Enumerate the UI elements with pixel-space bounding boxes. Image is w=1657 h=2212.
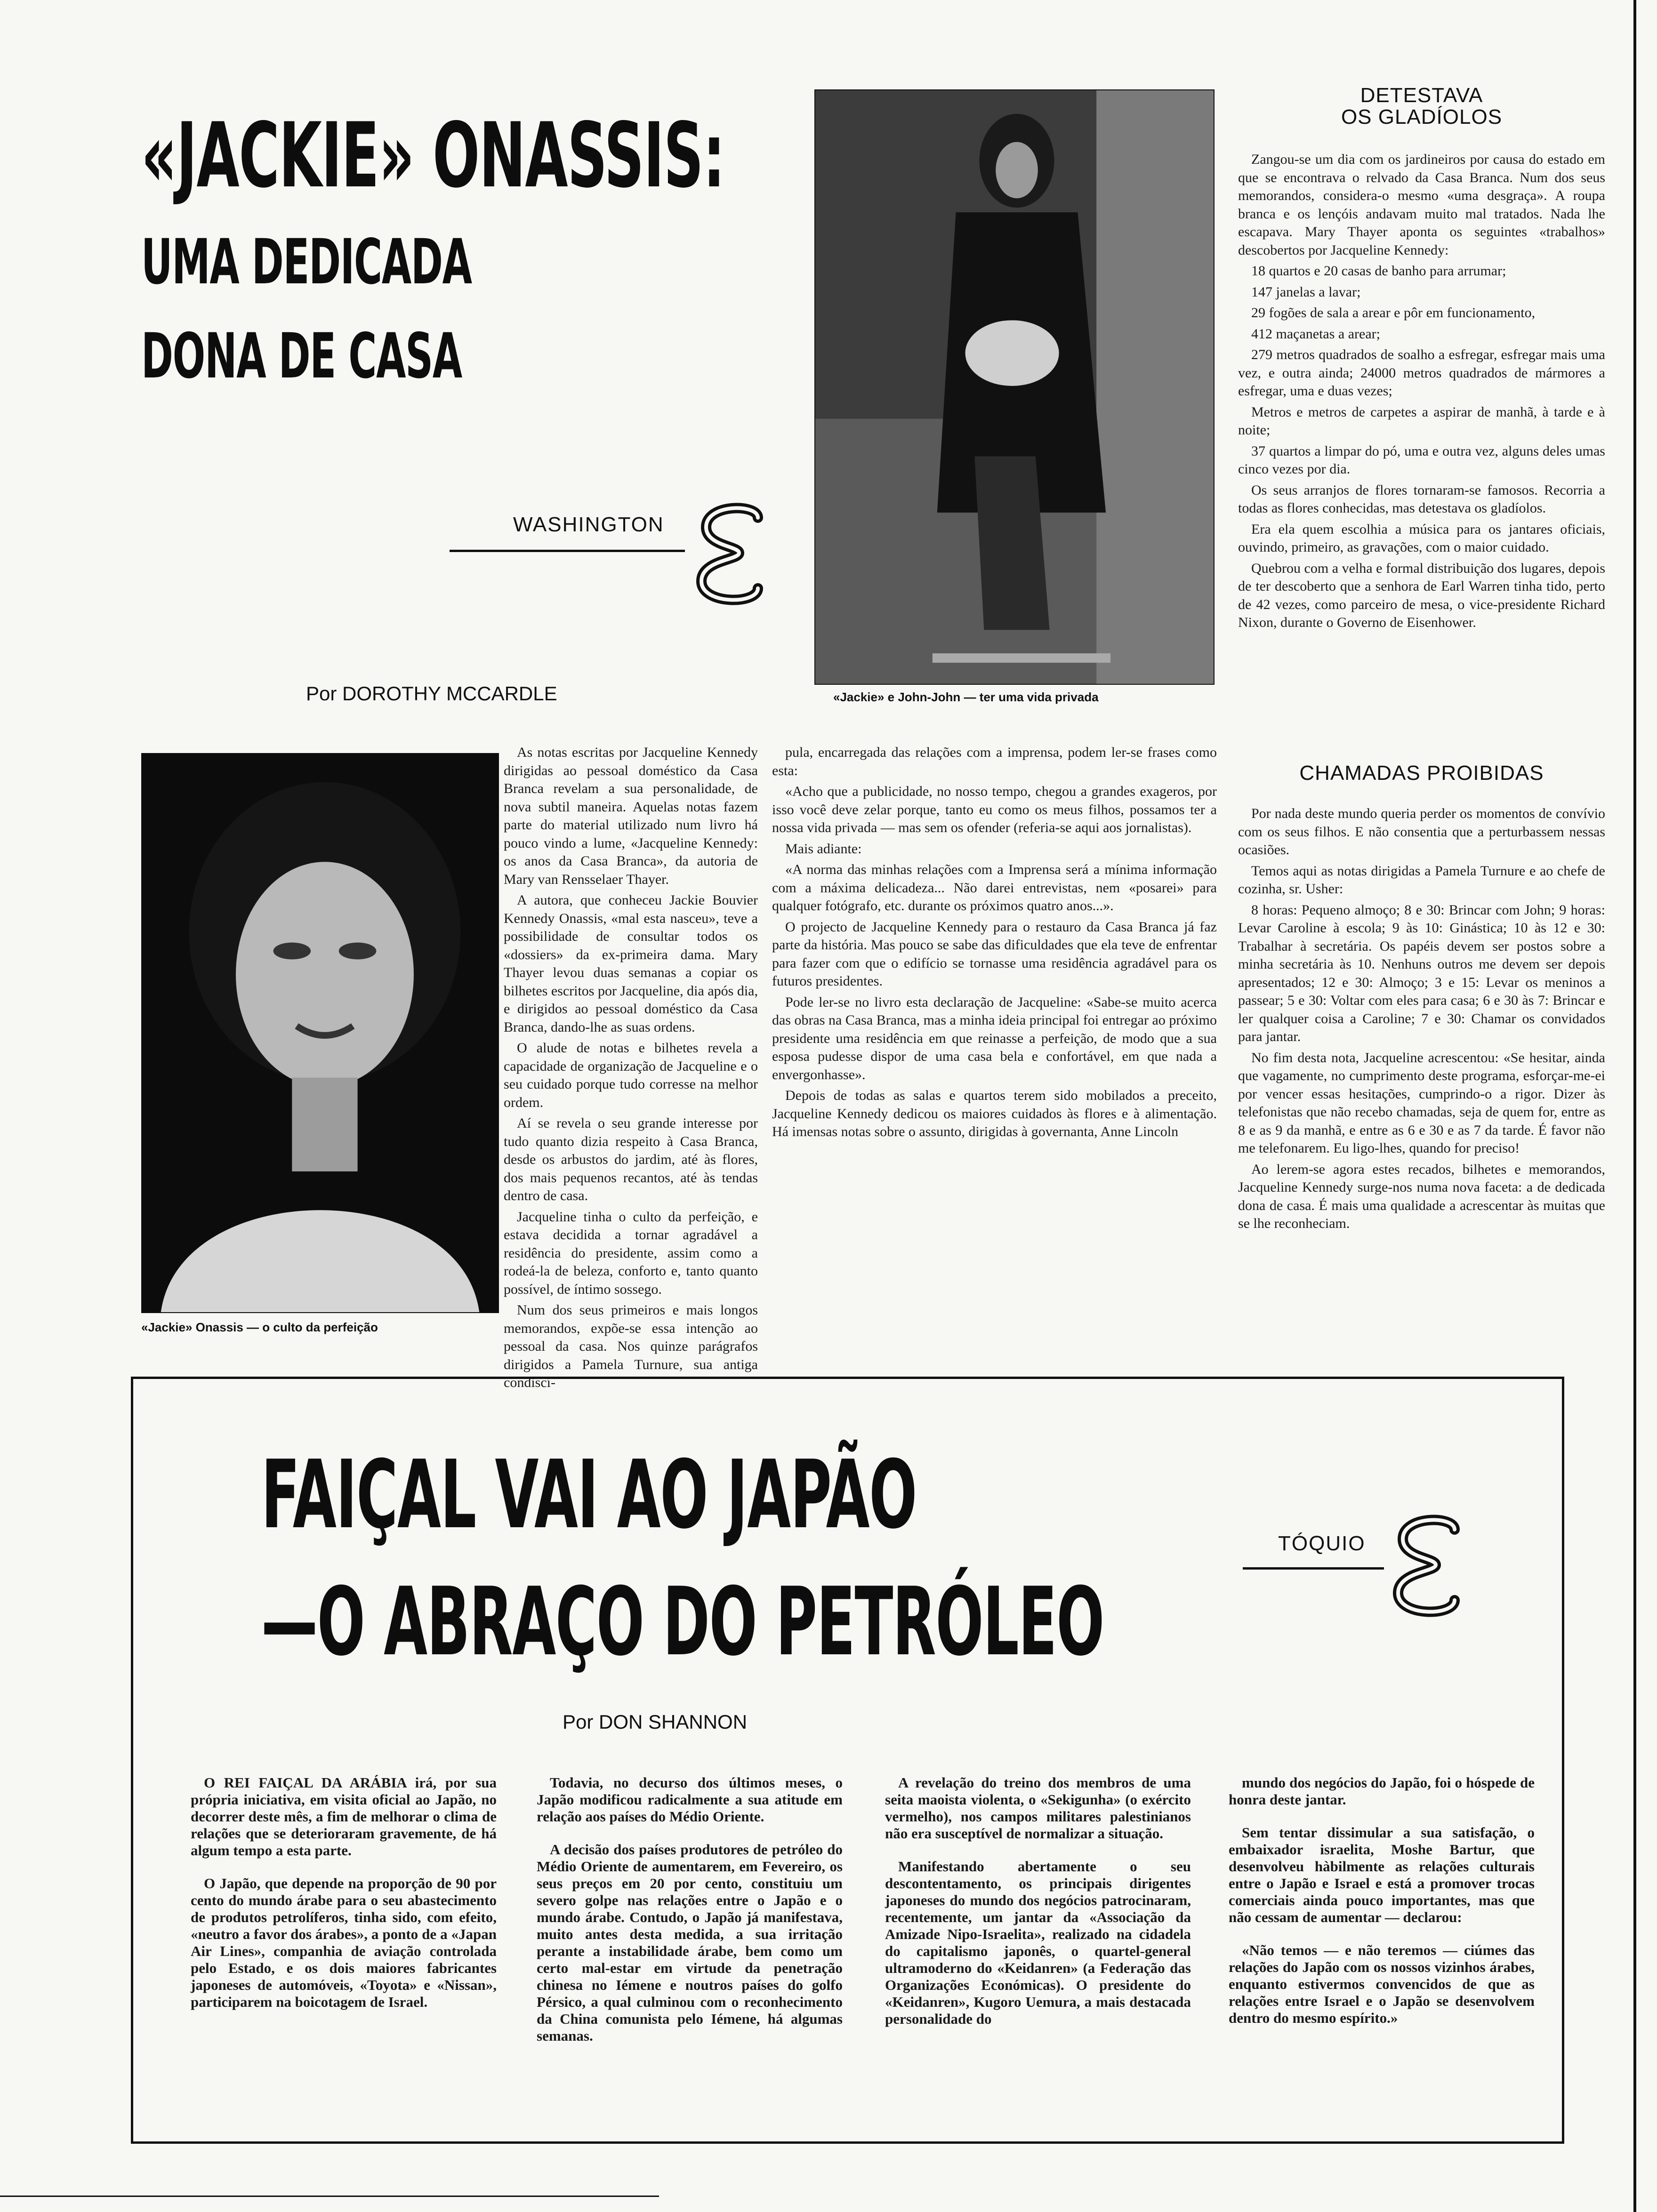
paragraph: Mais adiante: xyxy=(785,841,862,857)
paragraph: Depois de todas as salas e quartos terem sido mobilados a preceito, Jacqueline Kennedy dedicou os maiores cuidados às flores e à alimentação. Há imensas notas sobre o assunto, dirigidas à governanta, Anne Lincoln xyxy=(772,1088,1217,1139)
faical-column-3 xyxy=(885,1774,1191,2132)
paragraph: O REI FAIÇAL DA ARÁBIA irá, por sua própria iniciativa, em visita oficial ao Japão, no decorrer deste mês, a fim de melhorar o clima de relações que se deterioraram gravemente, de há algum tempo a esta parte. xyxy=(191,1774,497,1859)
paragraph: Todavia, no decurso dos últimos meses, o Japão modificou radicalmente a sua atitude em relação aos países do Médio Oriente. xyxy=(537,1774,843,1825)
paragraph: 37 quartos a limpar do pó, uma e outra vez, alguns deles umas cinco vezes por dia. xyxy=(1238,443,1605,477)
faical-headline-line1: FAIÇAL VAI AO JAPÃO xyxy=(261,1440,917,1550)
paragraph: No fim desta nota, Jacqueline acrescentou: «Se hesitar, ainda que vagamente, no cumprimento deste programa, esforçar-me-ei por vencer essas hesitações, cumprindo-o a rigor. Dizer às telefonistas que não recebo chamadas, seja de quem for, entre as 8 e as 9 da manhã, e entre as 6 e 30 e as 7 da tarde. É favor não me telefonarem. Eu ligo-lhes, quando for preciso! xyxy=(1238,1050,1605,1156)
paragraph: 8 horas: Pequeno almoço; 8 e 30: Brincar com John; 9 horas: Levar Caroline à escola; 9 às 10: Ginástica; 10 às 12 e 30: Trabalhar à secretária. Os papéis devem ser postos sobre a minha secretária às 10. Nenhuns outros me devem ser depois apresentados; 12 e 30: Almoço; 3 e 15: Levar os meninos a passear; 5 e 30: Voltar com eles para casa; 6 e 30 às 7: Brincar e ler qualquer coisa a Caroline; 7 e 30: Chamar os convidados para jantar. xyxy=(1238,902,1605,1044)
paragraph: Era ela quem escolhia a música para os jantares oficiais, ouvindo, primeiro, as gravações, com o maior cuidado. xyxy=(1238,521,1605,555)
paragraph: Os seus arranjos de flores tornaram-se famosos. Recorria a todas as flores conhecidas, mas detestava os gladíolos. xyxy=(1238,482,1605,516)
paragraph: O Japão, que depende na proporção de 90 por cento do mundo árabe para o seu abastecimento de produtos petrolíferos, tinha sido, com efeito, «neutro a favor dos árabes», a ponto de a «Japan Air Lines», companhia de aviação controlada pelo Estado, e os dois maiores fabricantes japoneses de automóveis, «Toyota» e «Nissan», participarem na boicotagem de Israel. xyxy=(191,1875,497,2010)
photo-top-caption: «Jackie» e John-John — ter uma vida privada xyxy=(833,690,1099,704)
paragraph: O projecto de Jacqueline Kennedy para o restauro da Casa Branca já faz parte da história. Mas pouco se sabe das dificuldades que ela teve de enfrentar para fazer com que o edifício se tornasse uma residência agradável para os futuros presidentes. xyxy=(772,919,1217,989)
photo-jackie-portrait xyxy=(141,753,499,1313)
jackie-column-1 xyxy=(504,744,758,1390)
dateline-toquio: TÓQUIO xyxy=(1278,1532,1366,1555)
paragraph: 29 fogões de sala a arear e pôr em funcionamento, xyxy=(1251,305,1536,321)
paragraph: mundo dos negócios do Japão, foi o hóspede de honra deste jantar. xyxy=(1229,1774,1535,1808)
paragraph: Jacqueline tinha o culto da perfeição, e estava decidida a tornar agradável a residência do presidente, assim como a rodeá-la de beleza, conforto e, tanto quanto possível, de íntimo sossego. xyxy=(504,1209,758,1297)
faical-headline-line2: —O ABRAÇO DO PETRÓLEO xyxy=(261,1567,1104,1677)
paragraph: pula, encarregada das relações com a imprensa, podem ler-se frases como esta: xyxy=(772,745,1217,778)
photo-jackie-john-john xyxy=(814,89,1215,685)
faical-column-2 xyxy=(537,1774,843,2132)
paragraph: Metros e metros de carpetes a aspirar de manhã, à tarde e à noite; xyxy=(1238,404,1605,438)
paragraph: Aí se revela o seu grande interesse por tudo quanto dizia respeito à Casa Branca, desde os arbustos do jardim, até às flores, dos mais pequenos recantos, até às tendas dentro de casa. xyxy=(504,1115,758,1203)
paragraph: A autora, que conheceu Jackie Bouvier Kennedy Onassis, «mal esta nasceu», teve a possibilidade de consultar todos os «dossiers» da ex-primeira dama. Mary Thayer levou duas semanas a copiar os bilhetes escritos por Jacqueline, dia após dia, e dirigidos ao pessoal doméstico da Casa Branca, dando-lhe as suas ordens. xyxy=(504,892,758,1035)
page-edge-rule xyxy=(1633,0,1636,2212)
paragraph: O alude de notas e bilhetes revela a capacidade de organização de Jacqueline e o seu cuidado porque tudo corresse na melhor ordem. xyxy=(504,1040,758,1110)
faical-column-1 xyxy=(191,1774,497,2132)
section-head-line: DETESTAVA xyxy=(1360,84,1483,107)
paragraph: 279 metros quadrados de soalho a esfregar, esfregar mais uma vez, e outra ainda; 24000 metros quadrados de mármores a esfregar, uma e duas vezes; xyxy=(1238,347,1605,399)
paragraph: Sem tentar dissimular a sua satisfação, o embaixador israelita, Moshe Bartur, que desenvolveu hàbilmente as relações culturais entre o Japão e Israel e está a promover trocas comerciais ainda pouco importantes, mas que não cessam de aumentar — declarou: xyxy=(1229,1824,1535,1925)
jackie-subheadline-line2: DONA DE CASA xyxy=(141,320,462,393)
paragraph: Pode ler-se no livro esta declaração de Jacqueline: «Sabe-se muito acerca das obras na Casa Branca, mas a minha ideia principal foi entregar ao próximo presidente uma residência em que reinasse a perfeição, de modo que a sua esposa pudesse dispor de uma casa bela e confortável, em que nada a envergonhasse». xyxy=(772,994,1217,1082)
paragraph: «A norma das minhas relações com a Imprensa será a mínima informação com a máxima delicadeza... Não darei entrevistas, nem «posarei» para qualquer fotógrafo, etc. durante os próximos quatro anos...». xyxy=(772,862,1217,914)
jackie-column-2 xyxy=(772,744,1217,1337)
paragraph: «Não temos — e não teremos — ciúmes das relações do Japão com os nossos vizinhos árabes, enquanto estivermos convencidos de que as relações entre Israel e o Japão se desenvolvem dentro do mesmo espírito.» xyxy=(1229,1942,1535,2026)
paragraph: 412 maçanetas a arear; xyxy=(1251,326,1380,342)
paragraph: 147 janelas a lavar; xyxy=(1251,284,1361,300)
jackie-column-3a xyxy=(1238,151,1605,748)
paragraph: Num dos seus primeiros e mais longos memorandos, expõe-se essa intenção ao pessoal da casa. Nos quinze parágrafos dirigidos a Pamela Turnure, sua antiga condiscí- xyxy=(504,1302,758,1390)
faical-byline: Por DON SHANNON xyxy=(563,1711,748,1733)
paragraph: A revelação do treino dos membros de uma seita maoista violenta, o «Sekigunha» (o exército vermelho), nos campos militares palestinianos não era susceptível de normalizar a situação. xyxy=(885,1774,1191,1842)
bottom-edge-rule xyxy=(0,2196,659,2197)
paragraph: As notas escritas por Jacqueline Kennedy dirigidas ao pessoal doméstico da Casa Branca revelam a sua personalidade, de nova subtil maneira. Aquelas notas fazem parte do material utilizado num livro há pouco vindo a lume, «Jacqueline Kennedy: os anos da Casa Branca», da autoria de Mary van Rensselaer Thayer. xyxy=(504,745,758,887)
paragraph: «Acho que a publicidade, no nosso tempo, chegou a grandes exageros, por isso você deve zelar porque, tanto eu como os meus filhos, possamos ter a nossa vida privada — mas sem os ofender (referia-se aqui aos jornalistas). xyxy=(772,784,1217,835)
faical-column-4 xyxy=(1229,1774,1535,2132)
jackie-subheadline-line1: UMA DEDICADA xyxy=(141,226,472,298)
section-head-line: OS GLADÍOLOS xyxy=(1341,105,1503,128)
paragraph: Zangou-se um dia com os jardineiros por causa do estado em que se encontrava o relvado da Casa Branca. Num dos seus memorandos, considera-o mesmo «uma desgraça». A roupa branca e os lençóis andavam muito mal tratados. Nada lhe escapava. Mary Thayer aponta os seguintes «trabalhos» descobertos por Jacqueline Kennedy: xyxy=(1238,152,1605,258)
paragraph: 18 quartos e 20 casas de banho para arrumar; xyxy=(1251,263,1506,279)
paragraph: A decisão dos países produtores de petróleo do Médio Oriente de aumentarem, em Fevereiro, os seus preços em 20 por cento, constituiu um severo golpe nas relações entre o Japão e o mundo árabe. Contudo, o Japão já manifestava, muito antes desta medida, a sua irritação perante a instabilidade árabe, bem como um certo mal-estar em virtude da penetração chinesa no Iémene e noutros países do golfo Pérsico, a qual culminou com o reconhecimento da China comunista pelo Iémene, há algumas semanas. xyxy=(537,1841,843,2044)
photo-left-caption: «Jackie» Onassis — o culto da perfeição xyxy=(141,1320,378,1334)
paragraph: Quebrou com a velha e formal distribuição dos lugares, depois de ter descoberto que a senhora de Earl Warren tinha tido, perto de 42 vezes, como parceiro de mesa, o vice-presidente Richard Nixon, durante o Governo de Eisenhower. xyxy=(1238,560,1605,630)
jackie-headline: «JACKIE» ONASSIS: xyxy=(141,104,725,208)
paragraph: Manifestando abertamente o seu descontentamento, os principais dirigentes japoneses do mundo dos negócios patrocinaram, recentemente, um jantar da «Associação da Amizade Nipo-Israelita», realizado na cidadela do capitalismo japonês, o quartel-general ultramoderno do «Keidanren» (a Federação das Organizações Económicas). O presidente do «Keidanren», Kugoro Uemura, a mais destacada personalidade do xyxy=(885,1858,1191,2027)
dateline-washington: WASHINGTON xyxy=(513,513,664,536)
dateline-rule xyxy=(450,550,685,552)
dateline-rule-toquio xyxy=(1243,1567,1384,1570)
jackie-byline: Por DOROTHY MCCARDLE xyxy=(306,682,557,705)
jackie-column-3b xyxy=(1238,805,1605,1322)
newsagency-e-logo-toquio xyxy=(1384,1511,1469,1619)
section-head-chamadas: CHAMADAS PROIBIDAS xyxy=(1299,761,1544,785)
section-head-gladiolos xyxy=(1243,85,1601,128)
paragraph: Por nada deste mundo queria perder os momentos de convívio com os seus filhos. E não consentia que a perturbassem nessas ocasiões. xyxy=(1238,806,1605,858)
paragraph: Temos aqui as notas dirigidas a Pamela Turnure e ao chefe de cozinha, sr. Usher: xyxy=(1238,863,1605,897)
newsagency-e-logo xyxy=(687,499,772,607)
paragraph: Ao lerem-se agora estes recados, bilhetes e memorandos, Jacqueline Kennedy surge-nos numa nova faceta: a de dedicada dona de casa. É mais uma qualidade a acrescentar às muitas que se lhe reconheciam. xyxy=(1238,1161,1605,1231)
